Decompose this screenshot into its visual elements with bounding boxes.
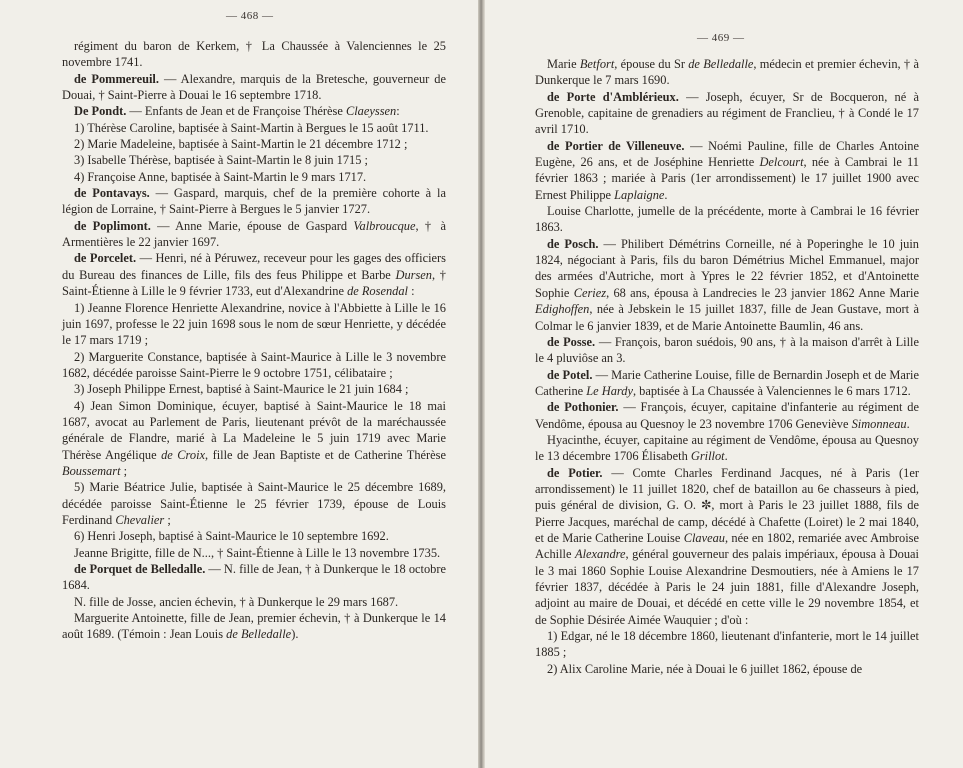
entry-text: régiment du baron de Kerkem, † La Chaussée à Valenciennes le 25 novembre 1741. (62, 39, 446, 70)
entry-italic-name: Edighoffen (535, 302, 590, 317)
entry-text: — Anne Marie, épouse de Gaspard (150, 218, 354, 233)
entry-name: De Pondt. (74, 104, 127, 119)
entry-text: — Comte Charles Ferdinand Jacques, né à Paris (1er arrondissement) le 11 juillet 1820, chef de bataillon au 6e chasseurs à pied, puis général de division, G. O. ✼, mort à Paris le 23 juillet 1888, fils de Pierre Jacques, maréchal de camp, décédé à Chafette (Loiret) le 2 mai 1840, et de Marie Catherine Louise (535, 465, 920, 545)
entry-text: , † à Armentières le 22 janvier 1697. (62, 218, 446, 250)
entry-name: de Poplimont. (74, 218, 151, 233)
right-page-text (535, 56, 919, 677)
entry-name: de Posch. (547, 236, 599, 251)
entry-text: , née à Jebskein le 15 juillet 1837, fille de Jean Gustave, mort à Colmar le 6 janvier 1839, et de Marie Antoinette Baumlin, 46 ans. (535, 302, 919, 333)
entry-paragraph (62, 594, 446, 610)
entry-text: — N. fille de Jean, † à Dunkerque le 18 octobre 1684. (62, 562, 446, 593)
entry-text: — Enfants de Jean et de Françoise Thérèse (126, 104, 346, 119)
entry-italic-name: Le Hardy (586, 383, 633, 398)
entry-paragraph (535, 203, 919, 236)
entry-italic-name: Claveau (683, 530, 725, 545)
entry-text: 2) Marguerite Constance, baptisée à Saint-Maurice à Lille le 3 novembre 1682, décédée paroisse Saint-Pierre le 9 octobre 1751, célibataire ; (62, 349, 446, 380)
entry-paragraph (535, 367, 919, 400)
entry-text: ; (120, 463, 128, 478)
entry-text: Hyacinthe, écuyer, capitaine au régiment de Vendôme, épousa au Quesnoy le 13 décembre 1706 Élisabeth (535, 432, 919, 464)
entry-paragraph (62, 71, 446, 104)
entry-italic-name: Valbroucque (353, 218, 416, 233)
entry-italic-name: Chevalier (115, 512, 165, 527)
entry-text: Jeanne Brigitte, fille de N..., † Saint-Étienne à Lille le 13 novembre 1735. (74, 545, 441, 560)
entry-paragraph (535, 334, 919, 367)
entry-text: , épouse du Sr (614, 57, 689, 71)
entry-italic-name: Betfort (579, 57, 615, 71)
entry-italic-name: de Rosendal (347, 284, 408, 299)
entry-paragraph (535, 465, 919, 628)
entry-name: de Porte d'Amblérieux. (547, 89, 679, 104)
entry-text: 3) Isabelle Thérèse, baptisée à Saint-Martin le 8 juin 1715 ; (74, 153, 368, 168)
left-page-text (62, 38, 446, 643)
entry-name: de Pommereuil. (74, 71, 159, 86)
entry-text: : (407, 284, 415, 299)
entry-name: de Potel. (547, 367, 593, 382)
entry-text: — Noémi Pauline, fille de Charles Antoine Eugène, 26 ans, et de Joséphine Henriette (535, 138, 919, 170)
entry-paragraph (62, 398, 446, 480)
entry-name: de Porquet de Belledalle. (74, 562, 206, 576)
entry-italic-name: Simonneau (851, 416, 907, 431)
entry-text: : (396, 104, 400, 119)
entry-italic-name: Grillot (690, 449, 725, 464)
left-page-number: — 468 — (226, 10, 274, 22)
entry-text: , médecin et premier échevin, † à Dunkerque le 7 mars 1690. (535, 57, 919, 88)
entry-paragraph (62, 103, 446, 119)
entry-paragraph (62, 136, 446, 152)
entry-paragraph (535, 89, 919, 138)
entry-italic-name: Ceriez (573, 285, 607, 300)
entry-text: . (906, 416, 910, 431)
entry-text: — François, écuyer, capitaine d'infanterie au régiment de Vendôme, épousa au Quesnoy le 23 novembre 1706 Geneviève (535, 400, 919, 431)
entry-paragraph (535, 56, 919, 89)
entry-name: de Posse. (547, 334, 596, 349)
entry-paragraph (62, 381, 446, 397)
entry-paragraph (535, 432, 919, 465)
entry-name: de Pothonier. (547, 400, 619, 415)
entry-text: , † Saint-Étienne à Lille le 9 février 1733, eut d'Alexandrine (62, 267, 447, 299)
entry-text: , général gouverneur des palais impériaux, épousa à Douai le 3 mai 1860 Sophie Louise Alexandrine Desmoutiers, née à Amiens le 17 février 1837, décédée à Paris le 24 juin 1881, fille d'Alexandre Joseph, adjoint au maire de Douai, et décédé en cette ville le 29 novembre 1854, et de Sophie Désirée Aimée Wauquier ; d'où : (535, 547, 919, 627)
entry-name: de Potier. (547, 465, 603, 480)
entry-text: — Joseph, écuyer, Sr de Bocqueron, né à Grenoble, capitaine de grenadiers au régiment de Franclieu, † à Condé le 17 avril 1710. (535, 89, 919, 137)
entry-text: Louise Charlotte, jumelle de la précédente, morte à Cambrai le 16 février 1863. (535, 204, 919, 235)
entry-paragraph (62, 561, 446, 594)
left-page (0, 0, 478, 768)
entry-text: 5) Marie Béatrice Julie, baptisée à Saint-Maurice le 25 décembre 1689, décédée paroisse Saint-Étienne le 25 février 1739, épouse de Louis Ferdinand (62, 480, 446, 527)
entry-text: 6) Henri Joseph, baptisé à Saint-Maurice le 10 septembre 1692. (74, 529, 389, 544)
entry-paragraph (62, 479, 446, 528)
entry-paragraph (62, 300, 446, 349)
entry-paragraph (62, 349, 446, 382)
entry-text: 1) Jeanne Florence Henriette Alexandrine, novice à l'Abbiette à Lille le 16 juin 1697, professe le 22 juin 1698 sous le nom de sœur Henriette, y décédée le 17 mars 1719 ; (62, 300, 446, 348)
entry-text: Marie (547, 57, 580, 71)
entry-text: ; (164, 512, 171, 527)
entry-paragraph (62, 169, 446, 185)
entry-text: . (664, 187, 668, 202)
entry-paragraph (62, 185, 446, 218)
entry-text: , baptisée à La Chaussée à Valenciennes le 6 mars 1712. (632, 383, 911, 398)
entry-paragraph (62, 218, 446, 251)
entry-name: de Pontavays. (74, 186, 150, 201)
entry-paragraph (62, 610, 446, 643)
entry-text: N. fille de Josse, ancien échevin, † à Dunkerque le 29 mars 1687. (74, 594, 399, 609)
right-page (485, 0, 963, 768)
entry-name: de Porcelet. (74, 251, 137, 266)
book-gutter (478, 0, 485, 768)
entry-paragraph (535, 138, 919, 203)
entry-italic-name: Delcourt (759, 155, 804, 170)
entry-name: de Portier de Villeneuve. (547, 138, 685, 153)
entry-paragraph (62, 528, 446, 544)
entry-text: — Philibert Démétrins Corneille, né à Poperinghe le 10 juin 1824, négociant à Paris, fils du baron Démétrius Michel Emmanuel, major des armées d'Autriche, mort à Ypres le 22 février 1852, et d'Antoinette Sophie (535, 236, 919, 300)
entry-paragraph (535, 661, 919, 677)
entry-text: 2) Marie Madeleine, baptisée à Saint-Martin le 21 décembre 1712 ; (74, 137, 408, 152)
entry-paragraph (535, 236, 919, 334)
entry-text: — Marie Catherine Louise, fille de Bernardin Joseph et de Marie Catherine (535, 367, 919, 398)
entry-text: 4) Jean Simon Dominique, écuyer, baptisé à Saint-Maurice le 18 mai 1687, avocat au Parlement de Paris, lieutenant prévôt de la maréchaussée générale de Flandre, marié à La Madeleine le 5 juin 1719 avec Marie Thérèse Angélique (62, 398, 446, 462)
entry-text: , fille de Jean Baptiste et de Catherine Thérèse (205, 447, 446, 462)
right-page-number: — 469 — (697, 32, 745, 44)
entry-paragraph (62, 38, 446, 71)
entry-italic-name: de Belledalle (226, 627, 292, 642)
entry-italic-name: de Belledalle (688, 57, 754, 71)
entry-italic-name: Boussemart (62, 463, 121, 478)
entry-italic-name: Alexandre (575, 547, 626, 562)
entry-paragraph (535, 399, 919, 432)
entry-text: — Gaspard, marquis, chef de la première cohorte à la légion de Lorraine, † Saint-Pierre à Bergues le 5 janvier 1727. (62, 186, 446, 217)
entry-text: 1) Edgar, né le 18 décembre 1860, lieutenant d'infanterie, mort le 14 juillet 1885 ; (535, 629, 919, 660)
entry-text: — Henri, né à Péruwez, receveur pour les gages des officiers du Bureau des finances de Lille, fils des feus Philippe et Barbe (62, 251, 446, 282)
entry-italic-name: Dursen (395, 267, 432, 282)
entry-italic-name: Claeyssen (345, 104, 397, 119)
entry-text: 3) Joseph Philippe Ernest, baptisé à Saint-Maurice le 21 juin 1684 ; (74, 382, 409, 397)
entry-text: Marguerite Antoinette, fille de Jean, premier échevin, † à Dunkerque le 14 août 1689. (Témoin : Jean Louis (62, 611, 446, 642)
entry-text: — Alexandre, marquis de la Bretesche, gouverneur de Douai, † Saint-Pierre à Douai le 16 septembre 1718. (62, 71, 446, 103)
entry-text: 2) Alix Caroline Marie, née à Douai le 6 juillet 1862, épouse de (547, 661, 863, 676)
entry-paragraph (62, 152, 446, 168)
entry-text: 4) Françoise Anne, baptisée à Saint-Martin le 9 mars 1717. (74, 169, 367, 184)
entry-paragraph (62, 250, 446, 299)
entry-text: ). (291, 627, 299, 642)
entry-text: , née en 1802, remariée avec Ambroise Achille (535, 530, 919, 562)
entry-text: , 68 ans, épousa à Landrecies le 23 janvier 1862 Anne Marie (606, 285, 919, 300)
entry-paragraph (62, 120, 446, 136)
entry-text: , née à Cambrai le 11 février 1863 ; mariée à Paris (1er arrondissement) le 17 juillet 1900 avec Ernest Philippe (535, 155, 919, 202)
entry-paragraph (62, 545, 446, 561)
entry-italic-name: Laplaigne (614, 187, 665, 202)
entry-italic-name: de Croix (161, 447, 206, 462)
entry-text: — François, baron suédois, 90 ans, † à la maison d'arrêt à Lille le 4 pluviôse an 3. (535, 334, 919, 366)
entry-text: 1) Thérèse Caroline, baptisée à Saint-Martin à Bergues le 15 août 1711. (74, 120, 429, 135)
entry-paragraph (535, 628, 919, 661)
entry-text: . (724, 449, 728, 464)
